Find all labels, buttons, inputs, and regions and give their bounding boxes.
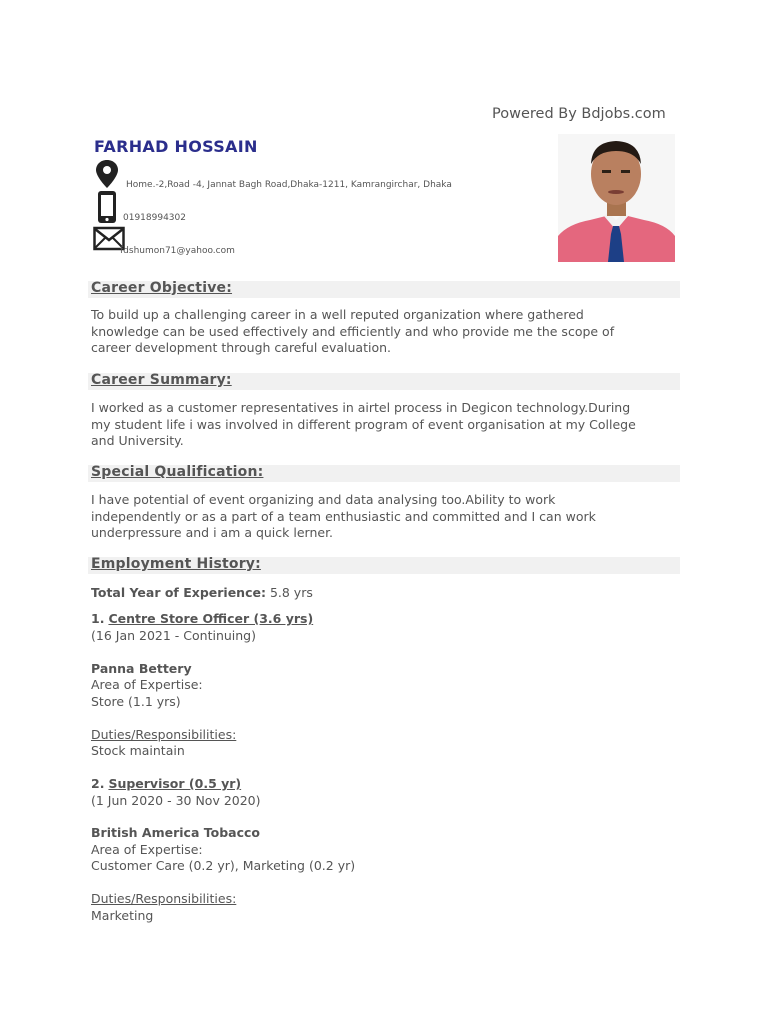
text-line: I have potential of event organizing and data analysing too.Ability to work (91, 492, 556, 507)
mobile-phone-icon (93, 190, 121, 224)
job-title: Supervisor (0.5 yr) (108, 776, 242, 791)
expertise-value: Customer Care (0.2 yr), Marketing (0.2 yr) (91, 858, 356, 873)
total-experience (91, 585, 313, 600)
email-text: fdshumon71@yahoo.com (120, 246, 235, 256)
employment-history-title: Employment History: (91, 556, 261, 572)
total-experience-value: 5.8 yrs (269, 585, 313, 600)
job-period: (1 Jun 2020 - 30 Nov 2020) (91, 793, 261, 808)
candidate-name: FARHAD HOSSAIN (94, 137, 258, 156)
duties-label: Duties/Responsibilities: (91, 727, 237, 742)
career-objective-heading (88, 281, 680, 298)
company-name: Panna Bettery (91, 661, 192, 676)
job-title: Centre Store Officer (3.6 yrs) (108, 611, 314, 626)
job-period: (16 Jan 2021 - Continuing) (91, 628, 256, 643)
text-line: and University. (91, 433, 184, 449)
duties-label: Duties/Responsibilities: (91, 891, 237, 906)
special-qualification-text (91, 492, 681, 542)
job-number: 1. (91, 611, 105, 626)
career-summary-heading (88, 373, 680, 390)
profile-photo (558, 134, 675, 262)
duties-value: Stock maintain (91, 743, 185, 758)
text-line: To build up a challenging career in a well reputed organization where gathered (91, 307, 584, 322)
address-text: Home.-2,Road -4, Jannat Bagh Road,Dhaka-1211, Kamrangirchar, Dhaka (126, 180, 452, 190)
powered-by-text: Powered By Bdjobs.com (492, 106, 666, 122)
text-line: I worked as a customer representatives in airtel process in Degicon technology.During (91, 400, 631, 415)
text-line: underpressure and i am a quick lerner. (91, 525, 334, 541)
location-pin-icon (93, 158, 121, 190)
expertise-value: Store (1.1 yrs) (91, 694, 181, 709)
career-objective-title: Career Objective: (91, 280, 233, 296)
company-name: British America Tobacco (91, 825, 260, 840)
expertise-label: Area of Expertise: (91, 842, 203, 857)
total-experience-label: Total Year of Experience: (91, 585, 266, 600)
special-qualification-title: Special Qualification: (91, 464, 264, 480)
career-summary-text (91, 400, 681, 450)
career-objective-text (91, 307, 681, 357)
text-line: career development through careful evaluation. (91, 340, 391, 356)
job-2-title-row (91, 776, 241, 791)
job-1-title-row (91, 611, 313, 626)
employment-history-heading (88, 557, 680, 574)
text-line: knowledge can be used effectively and efficiently and who provide me the scope of (91, 323, 615, 339)
special-qualification-heading (88, 465, 680, 482)
text-line: my student life i was involved in different program of event organisation at my College (91, 416, 636, 432)
phone-text: 01918994302 (123, 213, 186, 223)
career-summary-title: Career Summary: (91, 372, 232, 388)
job-number: 2. (91, 776, 105, 791)
expertise-label: Area of Expertise: (91, 677, 203, 692)
duties-value: Marketing (91, 908, 154, 923)
text-line: independently or as a part of a team enthusiastic and committed and I can work (91, 508, 596, 524)
